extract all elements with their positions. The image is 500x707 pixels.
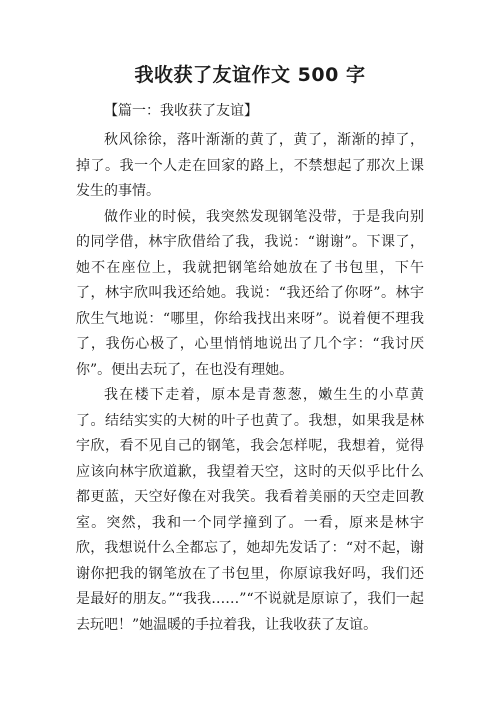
section-label: 【篇一：我收获了友谊】 bbox=[104, 103, 258, 119]
paragraph-2: 做作业的时候，我突然发现钢笔没带，于是我向别的同学借，林宇欣借给了我，我说：“谢谢”。下课了，她不在座位上，我就把钢笔给她放在了书包里，下午了，林宇欣叫我还给她。我说：“我还给了你呀”。林宇欣生气地说：“哪里，你给我找出来呀”。说着便不理我了，我伤心极了，心里悄悄地说出了几个字：“我讨厌你”。便出去玩了，在也没有理她。 bbox=[76, 208, 424, 378]
page-title: 我收获了友谊作文 500 字 bbox=[134, 64, 366, 86]
paragraph-1: 秋风徐徐，落叶渐渐的黄了，黄了，渐渐的掉了，掉了。我一个人走在回家的路上，不禁想起了那次上课发生的事情。 bbox=[76, 132, 424, 199]
paragraph-3: 我在楼下走着，原本是青葱葱，嫩生生的小草黄了。结结实实的大树的叶子也黄了。我想，如果我是林宇欣，看不见自己的钢笔，我会怎样呢，我想着，觉得应该向林宇欣道歉，我望着天空，这时的天似乎比什么都更蓝，天空好像在对我笑。我看着美丽的天空走回教室。突然，我和一个同学撞到了。一看，原来是林宇欣，我想说什么全都忘了，她却先发话了：“对不起，谢谢你把我的钢笔放在了书包里，你原谅我好吗，我们还是最好的朋友。”“我我……”“不说就是原谅了，我们一起去玩吧！”她温暖的手拉着我，让我收获了友谊。 bbox=[76, 387, 424, 633]
